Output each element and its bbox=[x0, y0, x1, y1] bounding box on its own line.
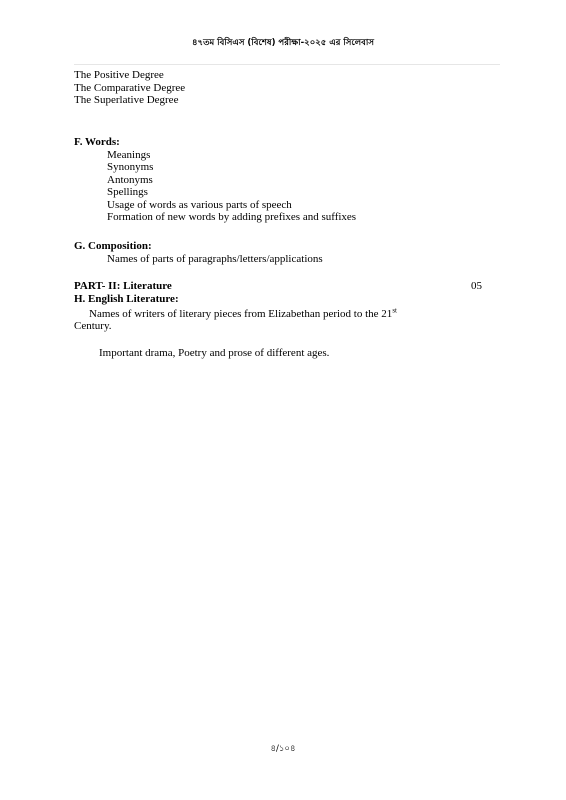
list-item: Formation of new words by adding prefixes and suffixes bbox=[107, 211, 357, 223]
paragraph-text: Names of writers of literary pieces from Elizabethan period to the 21 bbox=[89, 307, 393, 320]
degree-item: The Comparative Degree bbox=[74, 81, 186, 94]
paragraph-line: Important drama, Poetry and prose of different ages. bbox=[99, 346, 330, 359]
paragraph-line bbox=[74, 305, 494, 321]
list-item: Spellings bbox=[107, 186, 148, 198]
page-header-title: ৪৭তম বিসিএস (বিশেষ) পরীক্ষা-২০২৫ এর সিলেবাস bbox=[192, 38, 374, 48]
header-divider bbox=[74, 64, 500, 65]
list-item: Meanings bbox=[107, 148, 151, 161]
part-marks: 05 bbox=[471, 280, 482, 292]
degree-list bbox=[74, 69, 494, 107]
section-h-english-literature bbox=[74, 293, 494, 359]
section-f-words bbox=[74, 136, 494, 224]
section-heading: G. Composition: bbox=[74, 240, 152, 252]
list-item: Synonyms bbox=[107, 161, 154, 173]
paragraph-line: Century. bbox=[74, 320, 112, 332]
section-heading: H. English Literature: bbox=[74, 293, 179, 305]
degree-item: The Superlative Degree bbox=[74, 94, 179, 106]
list-item: Names of parts of paragraphs/letters/applications bbox=[107, 252, 323, 265]
list-item: Usage of words as various parts of speech bbox=[107, 198, 292, 211]
part-2-heading-row bbox=[74, 280, 494, 293]
section-g-composition bbox=[74, 240, 494, 265]
degree-item: The Positive Degree bbox=[74, 69, 164, 81]
section-heading: F. Words: bbox=[74, 136, 120, 148]
page-number: ৪/১০৪ bbox=[270, 744, 296, 754]
list-item: Antonyms bbox=[107, 173, 153, 186]
ordinal-suffix: st bbox=[392, 305, 397, 314]
part-heading: PART- II: Literature bbox=[74, 280, 172, 292]
